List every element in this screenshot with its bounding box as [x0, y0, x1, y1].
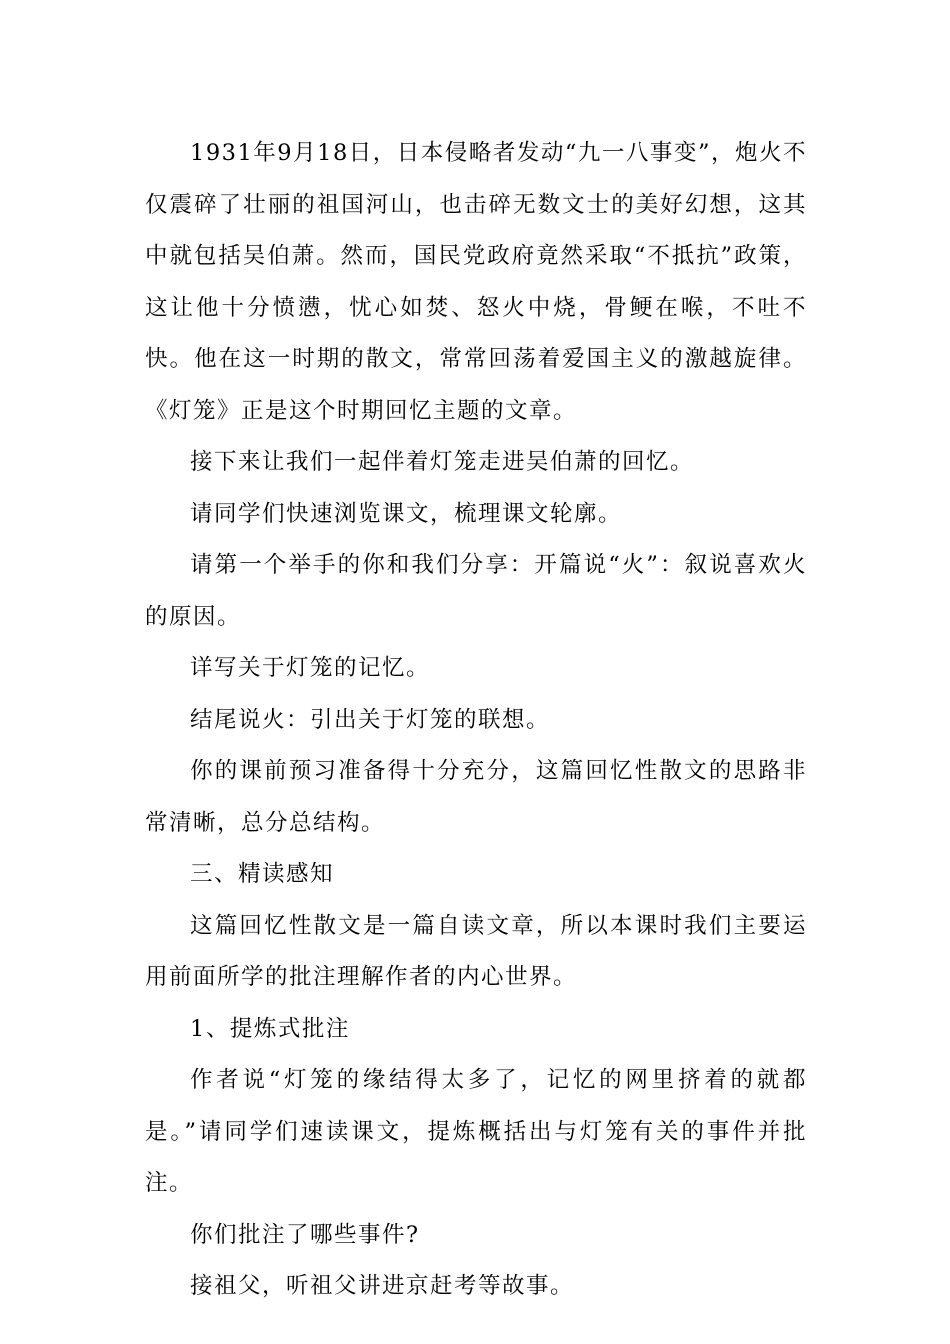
paragraph-transition: 接下来让我们一起伴着灯笼走进吴伯萧的回忆。 — [190, 449, 695, 475]
paragraph-annotation-intro: 这篇回忆性散文是一篇自读文章，所以本课时我们主要运用前面所学的批注理解作者的内心世界。 — [145, 912, 807, 990]
document-body — [145, 128, 807, 1313]
paragraph-opening-fire: 请第一个举手的你和我们分享：开篇说“火”：叙说喜欢火的原因。 — [145, 552, 807, 630]
paragraph-browse-instruction: 请同学们快速浏览课文，梳理课文轮廓。 — [190, 500, 623, 527]
paragraph-question: 你们批注了哪些事件? — [190, 1221, 420, 1248]
subheading-extractive-annotation: 1、提炼式批注 — [190, 1015, 350, 1042]
paragraph-ending-fire: 结尾说火：引出关于灯笼的联想。 — [190, 706, 551, 733]
paragraph-first-event: 接祖父，听祖父讲进京赶考等故事。 — [190, 1273, 575, 1299]
paragraph-historical-background: 1931年9月18日，日本侵略者发动“九一八事变”，炮火不仅震碎了壮丽的祖国河山，也击碎无数文士的美好幻想，这其中就包括吴伯萧。然而，国民党政府竟然采取“不抵抗”政策，这让他十分愤懑，忧心如焚、怒火中烧，骨鲠在喉，不吐不快。他在这一时期的散文，常常回荡着爱国主义的激越旋律。《灯笼》正是这个时期回忆主题的文章。 — [145, 140, 807, 424]
section-heading-close-reading: 三、精读感知 — [190, 861, 335, 887]
paragraph-lantern-memories: 详写关于灯笼的记忆。 — [190, 655, 431, 681]
paragraph-structure-comment: 你的课前预习准备得十分充分，这篇回忆性散文的思路非常清晰，总分总结构。 — [145, 758, 807, 836]
paragraph-author-quote: 作者说“灯笼的缘结得太多了，记忆的网里挤着的就都是。”请同学们速读课文，提炼概括出与灯笼有关的事件并批注。 — [145, 1067, 807, 1196]
